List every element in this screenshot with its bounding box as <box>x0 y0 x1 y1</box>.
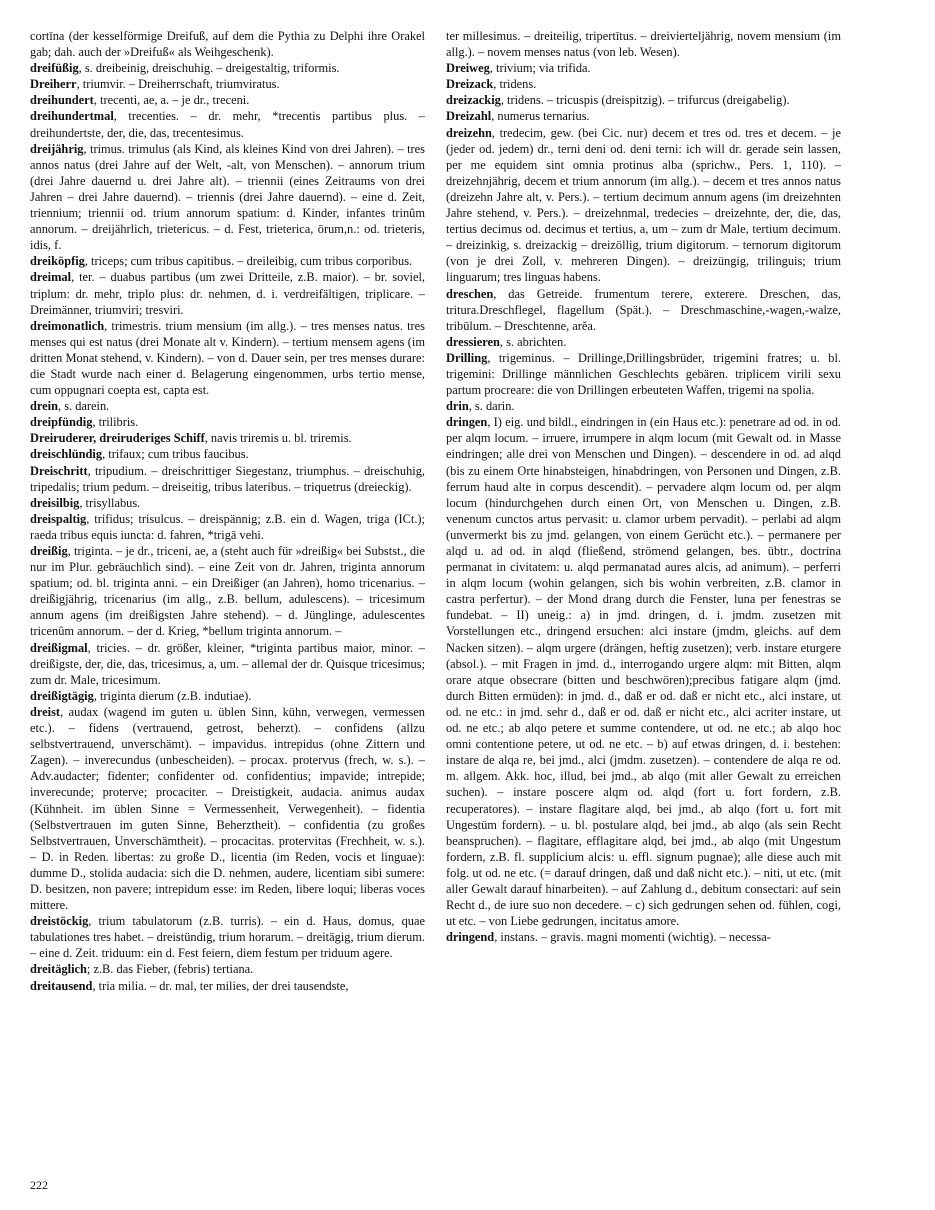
entry-text: , trimus. trimulus (als Kind, als kleines Kind von drei Jahren). – tres annos natus (drei Jahre auf der Welt, -alt, von Menschen). – annorum trium (drei Jahre dauernd u. drei Jahre alt). – triennii (eines Zeitraums von drei Jahren – drei Jahre dauernd). – triennis (drei Jahre dauernd). – eine d. Zeit, triennium; triennii od. trium annorum spatium: d. Kinder, infantes trinûm annorum. – dreijährlich, trietericus. – d. Fest, trieterica, ōrum,n.: od. trieteris, idis, f. <box>30 141 425 253</box>
entry-text: cortīna (der kesselförmige Dreifuß, auf dem die Pythia zu Delphi ihre Orakel gab; dah. auch der »Dreifuß« als Weihgeschenk). <box>30 29 425 60</box>
entry-headword: Drilling <box>446 350 488 365</box>
entry-text: , instans. – gravis. magni momenti (wichtig). – necessa- <box>494 930 771 945</box>
entry-headword: dreiköpfig <box>30 254 85 269</box>
dictionary-entry <box>30 398 425 414</box>
dictionary-entry <box>30 269 425 317</box>
entry-headword: dreihundert <box>30 93 94 108</box>
entry-text: , trifidus; trisulcus. – dreispännig; z.B. ein d. Wagen, triga (ICt.); raeda tribus equis iuncta: d. fahren, *trigā vehi. <box>30 511 425 542</box>
entry-headword: dreitausend <box>30 978 93 993</box>
entry-text: , tredecim, gew. (bei Cic. nur) decem et tres od. tres et decem. – je (jeder od. jedem) dr., terni deni od. deni terni: ich will dr. gerade sein lassen, per me equidem sint omnia protinus alba (sprichw., Pers. 1, 110). – dreizehnjährig, decem et trium annorum (im allg.). – decem et tres annos natus (dreizehn Jahre alt, v. Pers.). – tertium decimum annum agens (im dreizehnten Jahre stehend, v. Pers.). – dreizehnmal, tredecies – dreizehnte, der, die, das, tertius decimus od. decimus et tertius, a, um – zum dr Male, tertium decimum. – dreizinkig, s. dreizackig – dreizöllig, trium digitorum. – ternorum digitorum (von je drei Zoll, v. mehreren Dingen). – dreizüngig, trilinguis; trium linguarum; tres linguas habens. <box>446 125 841 285</box>
entry-text: , s. darin. <box>468 399 515 414</box>
entry-headword: dreipfündig <box>30 415 93 430</box>
entry-text: , trilibris. <box>92 415 139 430</box>
entry-headword: dreschen <box>446 286 494 301</box>
entry-headword: dreimonatlich <box>30 318 105 333</box>
dictionary-entry <box>30 253 425 269</box>
entry-headword: dressieren <box>446 334 500 349</box>
entry-text: , I) eig. und bildl., eindringen in (ein Haus etc.): penetrare ad od. in od. per alqm locum. – irruere, irrumpere in alqm locum (mit Gewalt od. in Masse eindringen; alle drei von Menschen und Dingen). – descendere in od. ad alqd (bis zu einem Orte hinabsteigen, hinabdringen, von Personen und Dingen, z.B. ferrum haud alte in corpus descendit). – pervadere alqm locum od. per alqm locum (hindurchgehen durch einen Ort, von Menschen u. Dingen, z.B. venenum cunctos artus pervasit: u. clamor urbem pervadit). – perlabi ad alqm (unvermerkt bis zu jmd. gelangen, von einem Gerücht etc.). – permanere per alqd u. ad od. in alqd (fließend, strömend gelangen, bes. übtr., doctrina permanat in civitatem: u. alqd permanatad aures alcis, ad animum). – perferri in alqm locum (wohin gelangen, sich bis wohin verbreiten, z.B. clamor in castra perfertur). – der Mond drang durch die Fenster, luna per fenestras se fundebat. – II) uneig.: a) in jmd. dringen, d. i. jmdm. zusetzen mit Vorstellungen etc., dringend ersuchen: alci instare (jmdm, gleichs. auf dem Nacken sitzen). – alqm urgere (drängen, heftig zusetzen); verb. instare eturgere (absol.). – mit Fragen in jmd. d., interrogando urgere alqm: mit Bitten, alqm orare atque obsecrare (bitten und beschwören);precibus fatigare alqm (jmd. durch Bitten ermüden): in jmd. d., daß er od. daß er nicht etc., alci instare, ut od. ne etc.: in jmd. sehr d., daß er od. daß er nicht etc., alci acriter instare, ut od. ne etc.; ab alqo petere et summe contendere, ut od. ne etc.; ab alqo hoc omni contentione petere, ut od. ne etc. – b) auf etwas dringen, d. i. bestehen: instare de alqa re, bei jmd., alci (jmdm. zusetzen). – contendere de alqa re od. m. allgem. Akk. hoc, illud, bei jmd., ab alqo (mit aller Gewalt zu erreichen suchen). – instare poscere alqm od. alqd (fort u. fort fordern, z.B. recuperatores). – instare flagitare alqd, bei jmd., ab alqo (fort u. fort mit Ungestüm fordern). – u. bl. postulare alqd, bei jmd., ab alqo (als sein Recht beanspruchen). – flagitare, efflagitare alqd, bei jmd., ab alqo (mit Ungestum fordern, z.B. fl. supplicium alcis: u. effl. signum pugnae); alle diese auch mit folg. ut od. ne etc. (= darauf dringen, daß und daß nicht etc.). – niti, ut etc. (mit aller Gewalt darauf hinarbeiten). – auf Zahlung d., debitum consectari: auf sein Recht d., de iure suo non decedere. – c) sich gedrungen sehen od. fühlen, cogi, ut etc. – von Liebe gedrungen, incitatus amore. <box>446 415 841 929</box>
dictionary-entry <box>446 398 841 414</box>
entry-text: , trium tabulatorum (z.B. turris). – ein d. Haus, domus, quae tabulationes tres habet. – dreistündig, trium horarum. – dreitägig, trium dierum. – eine d. Zeit. triduum: ein d. Fest feiern, diem festum per triduum agere. <box>30 914 425 961</box>
entry-headword: dreist <box>30 704 61 719</box>
entry-text: , trimestris. trium mensium (im allg.). – tres menses natus. tres menses qui est natus (drei Monate alt v. Kindern). – tertium mensem agens (im dritten Monat stehend, v. Kindern). – von d. Dauer sein, per tres menses durare: die Stadt wurde nach einer d. Belagerung eingenommen, urbs tertio mense, cum oppugnari coepta est, capta est. <box>30 318 425 398</box>
entry-headword: dringend <box>446 930 495 945</box>
entry-headword: Dreiweg <box>446 61 490 76</box>
entry-text: , tria milia. – dr. mal, ter milies, der drei tausendste, <box>92 978 349 993</box>
dictionary-entry <box>446 28 841 60</box>
entry-headword: dreisilbig <box>30 495 80 510</box>
entry-headword: drin <box>446 399 469 414</box>
dictionary-entry <box>30 688 425 704</box>
entry-text: , tripudium. – dreischrittiger Siegestanz, triumphus. – dreischuhig, tripedalis; trium pedum. – dreiseitig, tribus lateribus. – triquetrus (dreieckig). <box>30 463 425 494</box>
dictionary-entry <box>446 334 841 350</box>
entry-text: , numerus ternarius. <box>491 109 590 124</box>
entry-headword: Dreiherr <box>30 77 77 92</box>
entry-text: , trecenti, ae, a. – je dr., treceni. <box>93 93 250 108</box>
dictionary-entry <box>446 108 841 124</box>
dictionary-entry <box>30 28 425 60</box>
dictionary-entry <box>446 414 841 929</box>
entry-text: , trigeminus. – Drillinge,Drillingsbrüder, trigemini fratres; u. bl. trigemini: Drillinge männlichen Geschlechts gebären. triplicem virili sexu partum procreare: die von Drillingen erbeuteten Waffen, trigemi na spolia. <box>446 350 841 398</box>
entry-headword: Dreischritt <box>30 463 88 478</box>
dictionary-entry <box>30 92 425 108</box>
entry-text: , triginta. – je dr., triceni, ae, a (steht auch für »dreißig« bei Substst., die nur im Plur. gebräuchlich sind). – eine Zeit von dr. Jahren, triginta annorum spatium; od. bl. triginta anni. – ein Dreißiger (an Jahren), homo tricenarius. – dreißigjährig, tricenarius (im allg., z.B. bellum, adulescens). – tricesimum annum agens (im dreißigsten Jahre stehend). – d. Jünglinge, adulescentes tricenûm annorum. – der d. Krieg, *bellum triginta annorum. – <box>30 544 425 639</box>
entry-text: , trecenties. – dr. mehr, *trecentis partibus plus. – dreihundertste, der, die, das, trecentesimus. <box>30 109 425 140</box>
entry-headword: Dreizack <box>446 77 494 92</box>
entry-headword: drein <box>30 399 58 414</box>
entry-text: , s. darein. <box>58 399 110 414</box>
entry-text: , trifaux; cum tribus faucibus. <box>102 447 249 462</box>
dictionary-entry <box>446 125 841 286</box>
dictionary-entry <box>30 640 425 688</box>
entry-headword: dreistöckig <box>30 914 89 929</box>
dictionary-entry <box>30 511 425 543</box>
entry-text: , das Getreide. frumentum terere, exterere. Dreschen, das, tritura.Dreschflegel, flagellum (Spät.). – Dreschmaschine,-wagen,-walze, tribūlum. – Dreschtenne, arĕa. <box>446 286 841 333</box>
entry-headword: dreimal <box>30 270 72 285</box>
entry-headword: Dreiruderer, dreiruderiges Schiff <box>30 431 205 446</box>
dictionary-entry <box>30 543 425 640</box>
dictionary-entry <box>30 414 425 430</box>
dictionary-entry <box>446 60 841 76</box>
entry-text: ter millesimus. – dreiteilig, tripertītus. – dreivierteljährig, novem mensium (im allg.). – novem menses natus (von leb. Wesen). <box>446 29 841 60</box>
entry-text: , ter. – duabus partibus (um zwei Dritteile, z.B. maior). – br. soviel, triplum: dr. mehr, triplo plus: dr. nehmen, d. i. verdreifältigen, triplicare. – Dreimänner, triumviri; tresviri. <box>30 270 425 317</box>
dictionary-entry <box>30 704 425 913</box>
entry-headword: Dreizahl <box>446 109 492 124</box>
dictionary-entry <box>446 92 841 108</box>
entry-headword: dreijährig <box>30 141 84 156</box>
entry-text: , triumvir. – Dreiherrschaft, triumviratus. <box>76 77 280 92</box>
dictionary-entry <box>30 430 425 446</box>
dictionary-entry <box>30 60 425 76</box>
dictionary-entry <box>30 978 425 994</box>
entry-text: , s. dreibeinig, dreischuhig. – dreigestaltig, triformis. <box>78 61 340 76</box>
entry-text: , tricies. – dr. größer, kleiner, *triginta partibus maior, minor. – dreißigste, der, die, das, tricesimus, a, um. – allemal der dr. Quisque tricesimus; zum dr. Male, tricesimum. <box>30 640 425 687</box>
entry-text: , trisyllabus. <box>79 495 141 510</box>
entry-headword: dreispaltig <box>30 511 87 526</box>
dictionary-entry <box>30 76 425 92</box>
entry-text: , audax (wagend im guten u. üblen Sinn, kühn, verwegen, vermessen etc.). – fidens (vertrauend, getrost, beherzt). – confidens (allzu selbstvertrauend, unverschämt). – impavidus. intrepidus (ohne Zittern und Zagen). – inverecundus (unbescheiden). – procax. protervus (frech, w. s.). – Adv.audacter; fidenter; confidenter od. confidentius; impavide; intrepide; inverecunde; proterve; procaciter. – Dreistigkeit, audacia. animus audax (Kühnheit. im üblen Sinne = Vermessenheit, Verwegenheit). – fidentia (Selbstvertrauen im guten Sinne, Beherztheit). – confidentia (zu großes Selbstvertrauen, Unverschämtheit). – procacitas. protervitas (Frechheit, w. s.). – D. in Reden. libertas: zu große D., licentia (im Reden, vocis et linguae): dumme D., stolida audacia: sich die D. nehmen, audere, licentiam sibi sumere: D. besitzen, non pavere; intrepidum esse: im Reden, libere loqui; liberas voces mittere. <box>30 704 425 913</box>
dictionary-entry <box>30 913 425 961</box>
dictionary-entry <box>30 141 425 254</box>
dictionary-entry <box>446 76 841 92</box>
dictionary-entry <box>446 286 841 334</box>
entry-text: , triginta dierum (z.B. indutiae). <box>93 688 252 703</box>
dictionary-entry <box>446 350 841 398</box>
dictionary-entry <box>30 463 425 495</box>
entry-text: ; z.B. das Fieber, (febris) tertiana. <box>86 962 254 977</box>
entry-text: , navis triremis u. bl. triremis. <box>204 431 352 446</box>
page-number: 222 <box>30 1178 48 1192</box>
dictionary-entry <box>30 495 425 511</box>
entry-text: , trivium; via trifida. <box>489 61 591 76</box>
right-column <box>446 28 841 945</box>
left-column <box>30 28 425 994</box>
entry-headword: dringen <box>446 415 488 430</box>
entry-headword: dreißigtägig <box>30 688 94 703</box>
dictionary-entry <box>30 108 425 140</box>
entry-headword: dreißig <box>30 544 68 558</box>
entry-headword: dreizackig <box>446 93 501 108</box>
entry-headword: dreifüßig <box>30 61 79 76</box>
entry-text: , tridens. – tricuspis (dreispitzig). – trifurcus (dreigabelig). <box>500 93 790 108</box>
entry-headword: dreizehn <box>446 125 492 140</box>
dictionary-entry <box>30 318 425 398</box>
entry-headword: dreihundertmal <box>30 109 114 124</box>
entry-headword: dreitäglich <box>30 962 87 977</box>
entry-text: , triceps; cum tribus capitibus. – dreileibig, cum tribus corporibus. <box>84 254 413 269</box>
entry-text: , tridens. <box>493 77 537 92</box>
entry-headword: dreißigmal <box>30 640 88 655</box>
dictionary-entry <box>30 446 425 462</box>
entry-text: , s. abrichten. <box>499 334 567 349</box>
dictionary-entry <box>446 929 841 945</box>
dictionary-entry <box>30 961 425 977</box>
entry-headword: dreischlündig <box>30 447 103 462</box>
